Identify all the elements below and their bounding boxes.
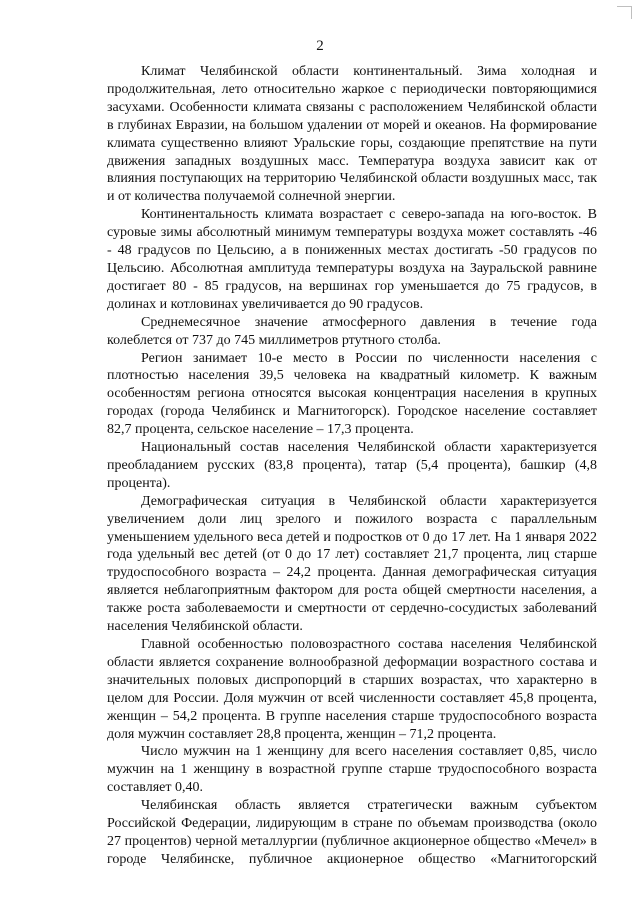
paragraph-industry: Челябинская область является стратегически важным субъектом Российской Федерации, лидирующим в стране по объемам производства (около 27 процентов) черной металлургии (публичное акционерное общество «Мечел» в городе Челябинске, публичное акционерное общество «Магнитогорский xyxy=(107,798,597,867)
paragraph-ethnic-composition: Национальный состав населения Челябинской области характеризуется преобладанием русских (83,8 процента), татар (5,4 процента), башкир (4,8 процента). xyxy=(107,440,597,491)
scan-corner-mark xyxy=(617,6,632,19)
paragraph-age-sex-structure: Главной особенностью половозрастного состава населения Челябинской области является сохранение волнообразной деформации возрастного состава и значительных половых диспропорций в старших возрастах, что характерно в целом для России. Доля мужчин от всей численности составляет 45,8 процента, женщин – 54,2 процента. В группе населения старше трудоспособного возраста доля мужчин составляет 28,8 процента, женщин – 71,2 процента. xyxy=(107,637,597,742)
page-number: 2 xyxy=(316,38,324,54)
paragraph-population: Регион занимает 10-е место в России по численности населения с плотностью населения 39,5 человека на квадратный километр. К важным особенностям региона относятся высокая концентрация населения в крупных городах (города Челябинск и Магнитогорск). Городское население составляет 82,7 процента, сельское население – 17,3 процента. xyxy=(107,350,597,438)
paragraph-continentality: Континентальность климата возрастает с северо-запада на юго-восток. В суровые зимы абсолютный минимум температуры воздуха может составлять -46 - 48 градусов по Цельсию, а в пониженных местах достигать -50 градусов по Цельсию. Абсолютная амплитуда температуры воздуха на Зауральской равнине достигает 80 - 85 градусов, на вершинах гор уменьшается до 75 градусов, в долинах и котловинах увеличивается до 90 градусов. xyxy=(107,207,597,312)
document-body xyxy=(107,63,597,869)
paragraph-demographics: Демографическая ситуация в Челябинской области характеризуется увеличением доли лиц зрелого и пожилого возраста с параллельным уменьшением удельного веса детей и подростков от 0 до 17 лет. На 1 января 2022 года удельный вес детей (от 0 до 17 лет) составляет 21,7 процента, лиц старше трудоспособного возраста – 24,2 процента. Данная демографическая ситуация является неблагоприятным фактором для роста общей смертности населения, а также роста заболеваемости и смертности от сердечно-сосудистых заболеваний населения Челябинской области. xyxy=(107,493,597,635)
paragraph-climate: Климат Челябинской области континентальный. Зима холодная и продолжительная, лето относительно жаркое с периодически повторяющимися засухами. Особенности климата связаны с расположением Челябинской области в глубинах Евразии, на большом удалении от морей и океанов. На формирование климата существенно влияют Уральские горы, создающие препятствие на пути движения западных воздушных масс. Температура воздуха зависит как от влияния поступающих на территорию Челябинской области воздушных масс, так и от количества получаемой солнечной энергии. xyxy=(107,64,597,205)
paragraph-pressure: Среднемесячное значение атмосферного давления в течение года колеблется от 737 до 745 миллиметров ртутного столба. xyxy=(107,314,597,348)
paragraph-sex-ratio: Число мужчин на 1 женщину для всего населения составляет 0,85, число мужчин на 1 женщину в возрастной группе старше трудоспособного возраста составляет 0,40. xyxy=(107,744,597,796)
